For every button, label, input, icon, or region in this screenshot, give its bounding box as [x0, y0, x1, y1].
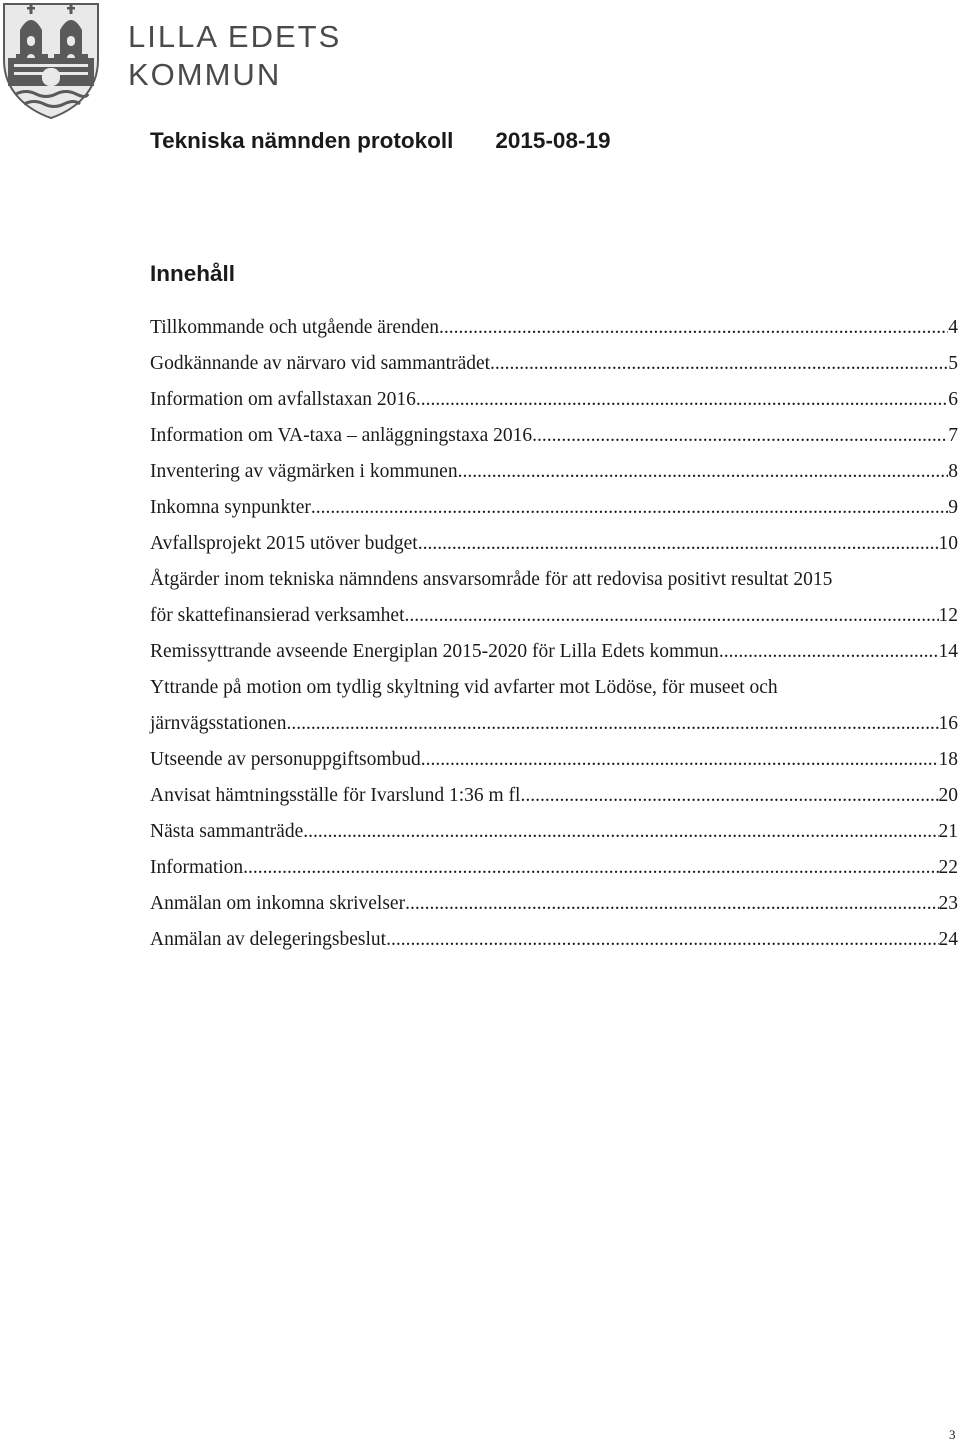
toc-leader [243, 850, 938, 886]
toc-entry-lastline [150, 706, 958, 742]
toc-entry-lastline [150, 598, 958, 634]
toc-link[interactable] [150, 670, 958, 742]
toc-entry-text: Remissyttrande avseende Energiplan 2015-2020 för Lilla Edets kommun [150, 641, 719, 662]
toc-leader [719, 634, 939, 670]
toc-entry [150, 454, 958, 490]
toc-link[interactable] [150, 814, 958, 850]
toc-page-number: 8 [948, 461, 958, 482]
toc-link[interactable] [150, 346, 958, 382]
wordmark-line1: LILLA EDETS [128, 19, 342, 54]
toc-leader [311, 490, 948, 526]
wordmark-line2: KOMMUN [128, 57, 282, 92]
toc-link[interactable] [150, 922, 958, 958]
toc-link[interactable] [150, 850, 958, 886]
document-title-text: Tekniska nämnden protokoll [150, 128, 454, 153]
toc-entry [150, 886, 958, 922]
toc-page-number: 22 [938, 857, 958, 878]
toc-page-number: 4 [948, 317, 958, 338]
toc-entry-text-line1: Åtgärder inom tekniska nämndens ansvarsområde för att redovisa positivt resultat 2015 [150, 569, 833, 590]
toc-link[interactable] [150, 490, 958, 526]
toc-entry-text: Anmälan om inkomna skrivelser [150, 893, 406, 914]
toc-page-number: 6 [948, 389, 958, 410]
toc-leader [520, 778, 938, 814]
toc-entry [150, 310, 958, 346]
toc-page-number: 23 [938, 893, 958, 914]
toc-entry [150, 382, 958, 418]
toc-link[interactable] [150, 418, 958, 454]
municipality-wordmark [128, 18, 341, 94]
toc-leader [421, 742, 939, 778]
toc-entry-text-line2: järnvägsstationen [150, 713, 287, 734]
toc-link[interactable] [150, 886, 958, 922]
toc-entry-text-line1: Yttrande på motion om tydlig skyltning vid avfarter mot Lödöse, för museet och [150, 677, 778, 698]
toc-page-number: 16 [938, 713, 958, 734]
toc-entry [150, 346, 958, 382]
toc-leader [303, 814, 938, 850]
toc-entry [150, 778, 958, 814]
coat-of-arms-icon [2, 2, 100, 120]
toc-leader [416, 382, 948, 418]
toc-page-number: 24 [938, 929, 958, 950]
toc-entry [150, 814, 958, 850]
page-number: 3 [949, 1427, 956, 1442]
toc-page-number: 12 [938, 605, 958, 626]
toc-entry [150, 418, 958, 454]
toc-entry-text: Information om VA-taxa – anläggningstaxa 2016 [150, 425, 533, 446]
toc-link[interactable] [150, 310, 958, 346]
toc-entry-text: Anvisat hämtningsställe för Ivarslund 1:36 m fl [150, 785, 521, 806]
toc-entry-text: Avfallsprojekt 2015 utöver budget [150, 533, 418, 554]
toc-leader [490, 346, 948, 382]
toc-leader [458, 454, 949, 490]
toc-page-number: 21 [938, 821, 958, 842]
toc-entry-text: Information om avfallstaxan 2016 [150, 389, 416, 410]
toc-link[interactable] [150, 526, 958, 562]
toc-leader [404, 598, 938, 634]
toc-entry-text: Godkännande av närvaro vid sammanträdet [150, 353, 491, 374]
toc-entry-text: Nästa sammanträde [150, 821, 304, 842]
toc-leader [532, 418, 948, 454]
toc-entry-text: Tillkommande och utgående ärenden [150, 317, 439, 338]
toc-entry [150, 634, 958, 670]
toc-entry [150, 850, 958, 886]
toc-entry-text: Inkomna synpunkter [150, 497, 311, 518]
document-title [150, 126, 610, 156]
toc-link[interactable] [150, 382, 958, 418]
toc-page-number: 18 [938, 749, 958, 770]
toc-page-number: 5 [948, 353, 958, 374]
toc-page-number: 10 [938, 533, 958, 554]
toc-link[interactable] [150, 778, 958, 814]
toc-heading: Innehåll [150, 261, 236, 286]
toc-link[interactable] [150, 634, 958, 670]
toc-entry-text: Information [150, 857, 244, 878]
toc-leader [439, 310, 948, 346]
toc-entry-text: Inventering av vägmärken i kommunen [150, 461, 458, 482]
toc-page-number: 7 [948, 425, 958, 446]
toc-page-number: 9 [948, 497, 958, 518]
toc-link[interactable] [150, 742, 958, 778]
toc-entry [150, 922, 958, 958]
toc-link[interactable] [150, 562, 958, 634]
document-date: 2015-08-19 [495, 128, 611, 153]
toc-page-number: 14 [938, 641, 958, 662]
toc-entry-text-line2: för skattefinansierad verksamhet [150, 605, 405, 626]
toc-entry [150, 562, 958, 634]
toc-entry [150, 490, 958, 526]
toc-leader [418, 526, 939, 562]
toc-entry-text: Anmälan av delegeringsbeslut [150, 929, 387, 950]
toc-entry [150, 670, 958, 742]
toc-entry [150, 526, 958, 562]
toc-leader [405, 886, 938, 922]
toc-entry [150, 742, 958, 778]
toc-link[interactable] [150, 454, 958, 490]
toc-entry-text: Utseende av personuppgiftsombud [150, 749, 421, 770]
table-of-contents [150, 310, 958, 958]
toc-leader [386, 922, 938, 958]
toc-leader [286, 706, 938, 742]
toc-page-number: 20 [938, 785, 958, 806]
